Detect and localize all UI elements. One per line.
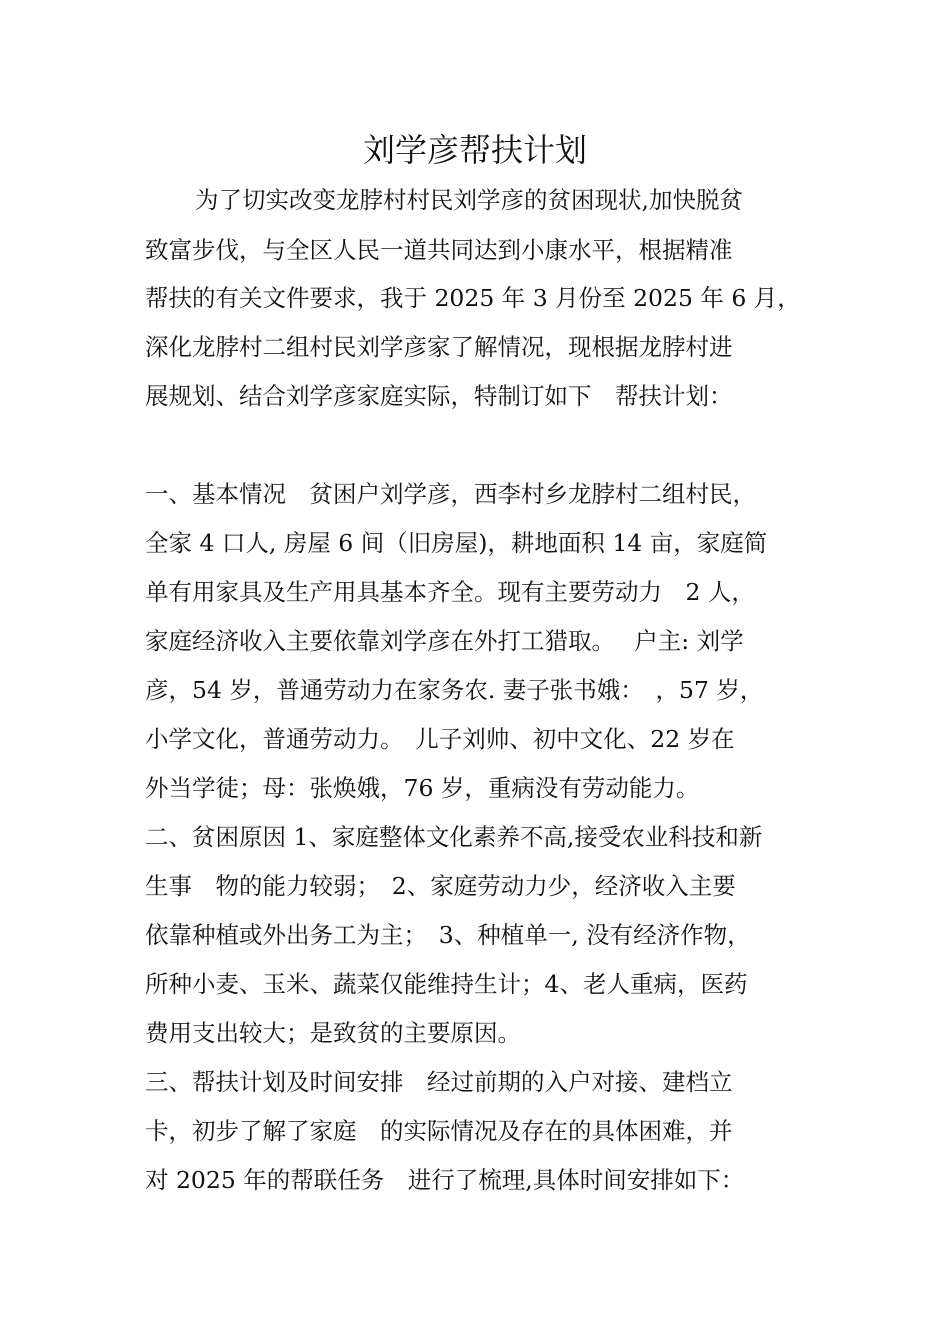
paragraph-line: 费用支出较大；是致贫的主要原因。 xyxy=(145,1019,521,1047)
paragraph-line: 单有用家具及生产用具基本齐全。现有主要劳动力 2 人， xyxy=(145,578,755,606)
paragraph-line: 二、贫困原因 1、家庭整体文化素养不高,接受农业科技和新 xyxy=(145,823,763,851)
paragraph-line: 深化龙脖村二组村民刘学彦家了解情况，现根据龙脖村进 xyxy=(145,333,733,361)
paragraph-line: 致富步伐，与全区人民一道共同达到小康水平，根据精准 xyxy=(145,236,733,264)
paragraph-line: 帮扶的有关文件要求，我于 2025 年 3 月份至 2025 年 6 月， xyxy=(145,284,801,312)
paragraph-line: 小学文化，普通劳动力。 儿子刘帅、初中文化、22 岁在 xyxy=(145,725,735,753)
paragraph-line: 一、基本情况 贫困户刘学彦，西李村乡龙脖村二组村民， xyxy=(145,480,756,508)
paragraph-line: 全家 4 口人, 房屋 6 间（旧房屋)，耕地面积 14 亩，家庭简 xyxy=(145,529,768,557)
paragraph-line: 依靠种植或外出务工为主； 3、种植单一, 没有经济作物， xyxy=(145,921,751,949)
paragraph-line: 外当学徒；母：张焕娥，76 岁，重病没有劳动能力。 xyxy=(145,774,700,802)
document-title: 刘学彦帮扶计划 xyxy=(362,131,587,169)
paragraph-line: 展规划、结合刘学彦家庭实际，特制订如下 帮扶计划： xyxy=(145,382,733,410)
paragraph-line: 彦，54 岁，普通劳动力在家务农. 妻子张书娥： ，57 岁， xyxy=(145,676,764,704)
paragraph-line: 生事 物的能力较弱； 2、家庭劳动力少，经济收入主要 xyxy=(145,872,736,900)
paragraph-line: 所种小麦、玉米、蔬菜仅能维持生计；4、老人重病，医药 xyxy=(145,970,748,998)
paragraph-line: 对 2025 年的帮联任务 进行了梳理,具体时间安排如下： xyxy=(145,1166,745,1194)
paragraph-line: 三、帮扶计划及时间安排 经过前期的入户对接、建档立 xyxy=(145,1068,733,1096)
paragraph-line: 卡，初步了解了家庭 的实际情况及存在的具体困难，并 xyxy=(145,1117,733,1145)
paragraph-line: 为了切实改变龙脖村村民刘学彦的贫困现状,加快脱贫 xyxy=(195,186,743,214)
paragraph-line: 家庭经济收入主要依靠刘学彦在外打工猎取。 户主: 刘学 xyxy=(145,627,744,655)
